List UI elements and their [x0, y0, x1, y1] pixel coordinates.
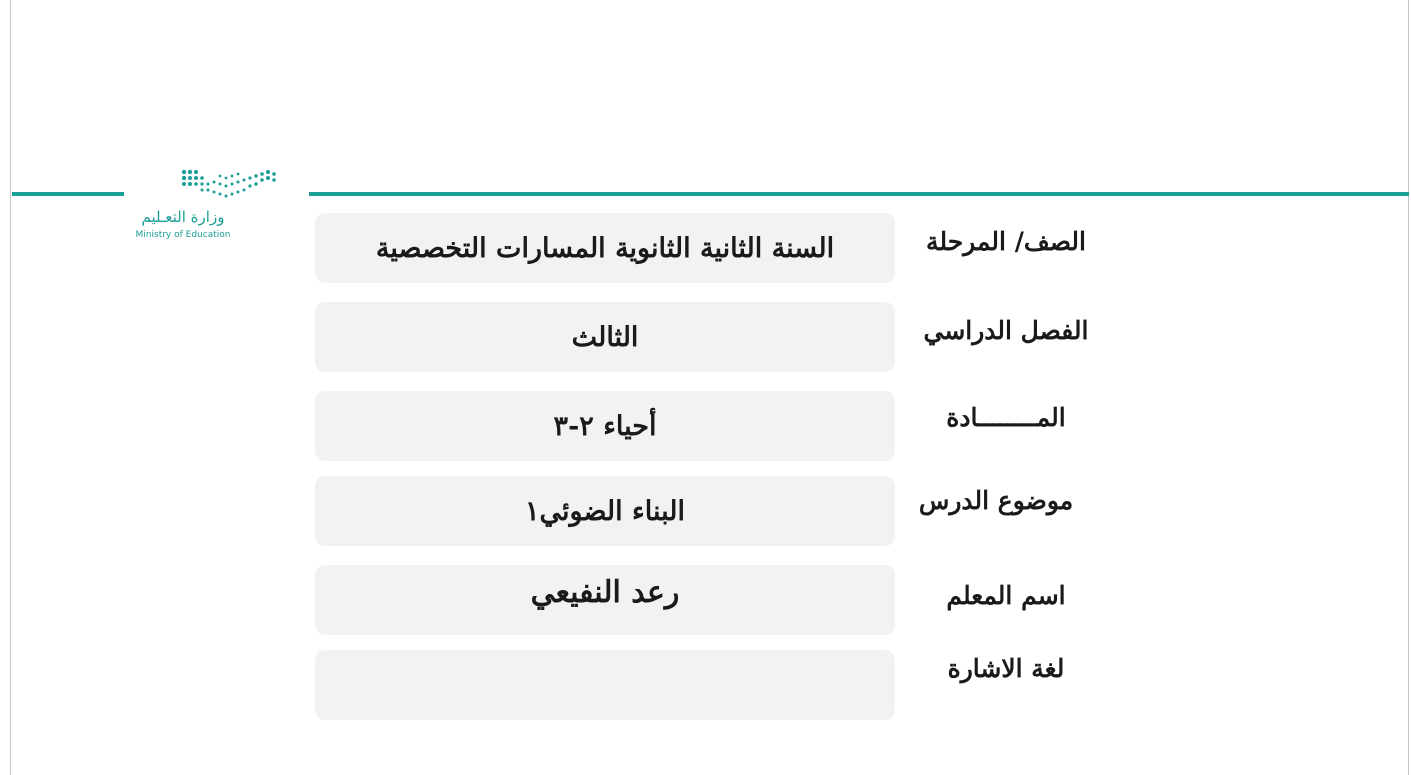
grade-value-box	[315, 213, 895, 283]
field-row-teacher	[11, 565, 1410, 635]
logo-arabic-name: وزارة التعـليم	[141, 208, 225, 226]
subject-value-box	[315, 391, 895, 461]
lesson-label: موضوع الدرس	[918, 486, 1074, 515]
semester-value-box	[315, 302, 895, 372]
subject-value: أحياء ٢-٣	[553, 410, 657, 442]
sign-language-label: لغة الاشارة	[947, 654, 1065, 683]
grade-value: السنة الثانية الثانوية المسارات التخصصية	[375, 232, 835, 264]
slide-canvas	[10, 0, 1409, 775]
semester-value: الثالث	[571, 321, 639, 353]
ministry-logo-dots-icon	[178, 166, 278, 202]
grade-label: الصف/ المرحلة	[926, 227, 1086, 256]
header-rule-right	[309, 192, 1409, 196]
subject-label: المــــــــادة	[946, 403, 1066, 432]
teacher-value: رعد النفيعي	[530, 575, 680, 610]
field-row-sign-language	[11, 650, 1410, 720]
field-row-semester	[11, 302, 1410, 372]
teacher-label: اسم المعلم	[946, 581, 1066, 610]
header-rule-left	[12, 192, 124, 196]
field-row-grade	[11, 213, 1410, 283]
semester-label: الفصل الدراسي	[923, 316, 1089, 345]
teacher-value-box	[315, 565, 895, 635]
field-row-lesson	[11, 476, 1410, 546]
logo-english-name: Ministry of Education	[135, 230, 231, 240]
lesson-value-box	[315, 476, 895, 546]
field-row-subject	[11, 391, 1410, 461]
sign-language-value-box	[315, 650, 895, 720]
lesson-value: البناء الضوئي١	[525, 495, 685, 527]
